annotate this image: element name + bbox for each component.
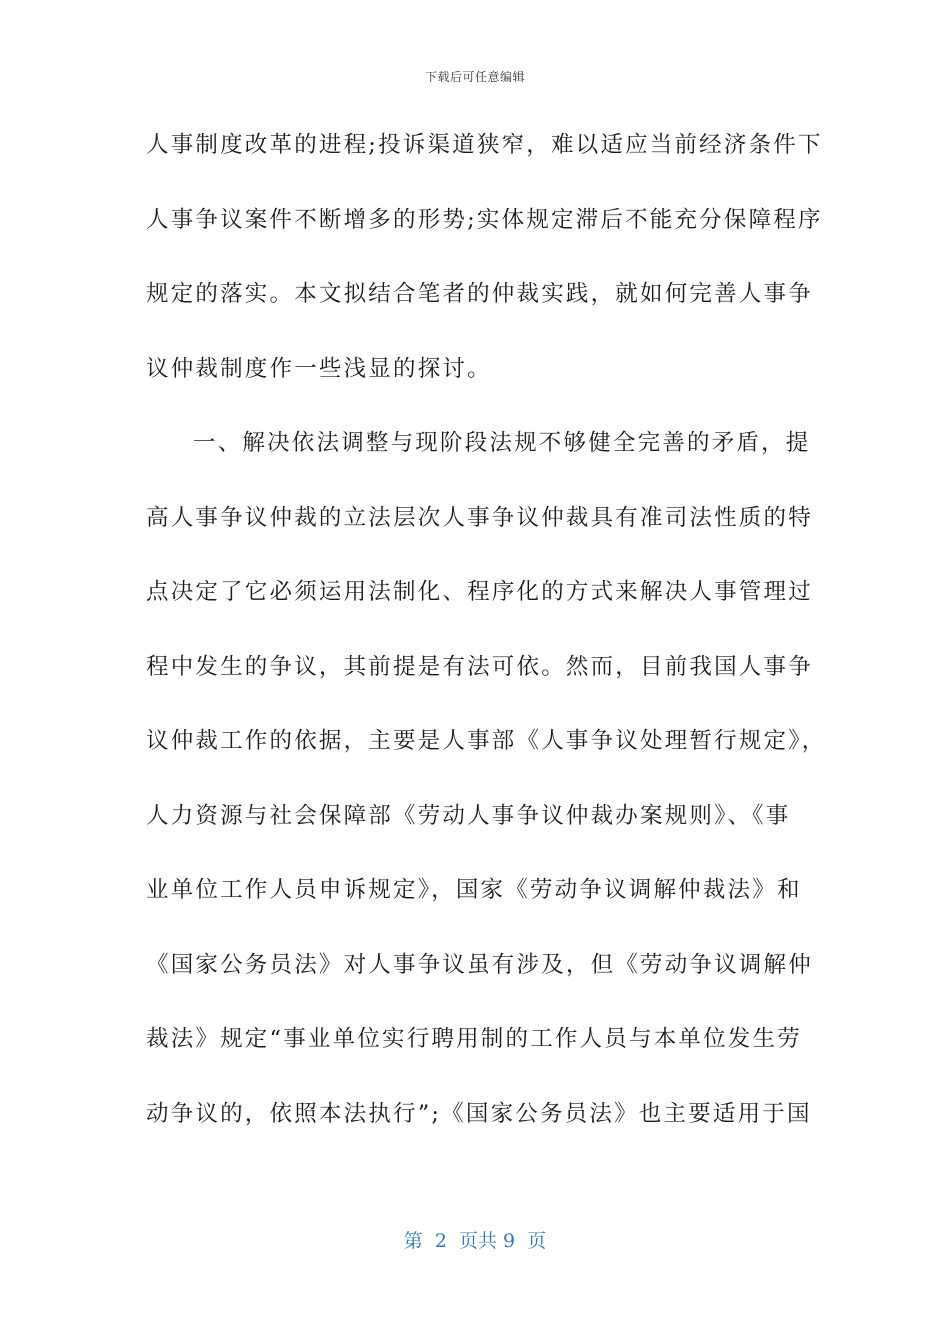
text-line: 程中发生的争议，其前提是有法可依。然而，目前我国人事争 xyxy=(146,653,813,680)
text-line: 人力资源与社会保障部《劳动人事争议仲裁办案规则》、《事 xyxy=(146,802,791,829)
text-line: 议仲裁制度作一些浅显的探讨。 xyxy=(146,355,492,382)
section-heading-line: 一、解决依法调整与现阶段法规不够健全完善的矛盾，提 xyxy=(193,430,811,456)
text-line: 《国家公务员法》对人事争议虽有涉及，但《劳动争议调解仲 xyxy=(146,951,813,978)
text-line: 人事制度改革的进程;投诉渠道狭窄，难以适应当前经济条件下 xyxy=(146,132,823,158)
text-line: 业单位工作人员申诉规定》，国家《劳动争议调解仲裁法》和 xyxy=(146,877,802,903)
text-line: 点决定了它必须运用法制化、程序化的方式来解决人事管理过 xyxy=(146,579,813,605)
document-body xyxy=(146,130,827,1173)
page-number: 第 2 页共 9 页 xyxy=(403,1230,547,1252)
text-line: 规定的落实。本文拟结合笔者的仲裁实践，就如何完善人事争 xyxy=(146,281,813,307)
text-line: 高人事争议仲裁的立法层次人事争议仲裁具有准司法性质的特 xyxy=(146,504,813,531)
text-line: 裁法》规定“事业单位实行聘用制的工作人员与本单位发生劳 xyxy=(146,1026,802,1052)
text-line: 人事争议案件不断增多的形势;实体规定滞后不能充分保障程序 xyxy=(146,206,823,233)
page-header: 下载后可任意编辑 xyxy=(424,70,525,84)
text-line: 议仲裁工作的依据，主要是人事部《人事争议处理暂行规定》， xyxy=(146,728,827,754)
text-line: 动争议的，依照本法执行”;《国家公务员法》也主要适用于国 xyxy=(146,1100,812,1127)
